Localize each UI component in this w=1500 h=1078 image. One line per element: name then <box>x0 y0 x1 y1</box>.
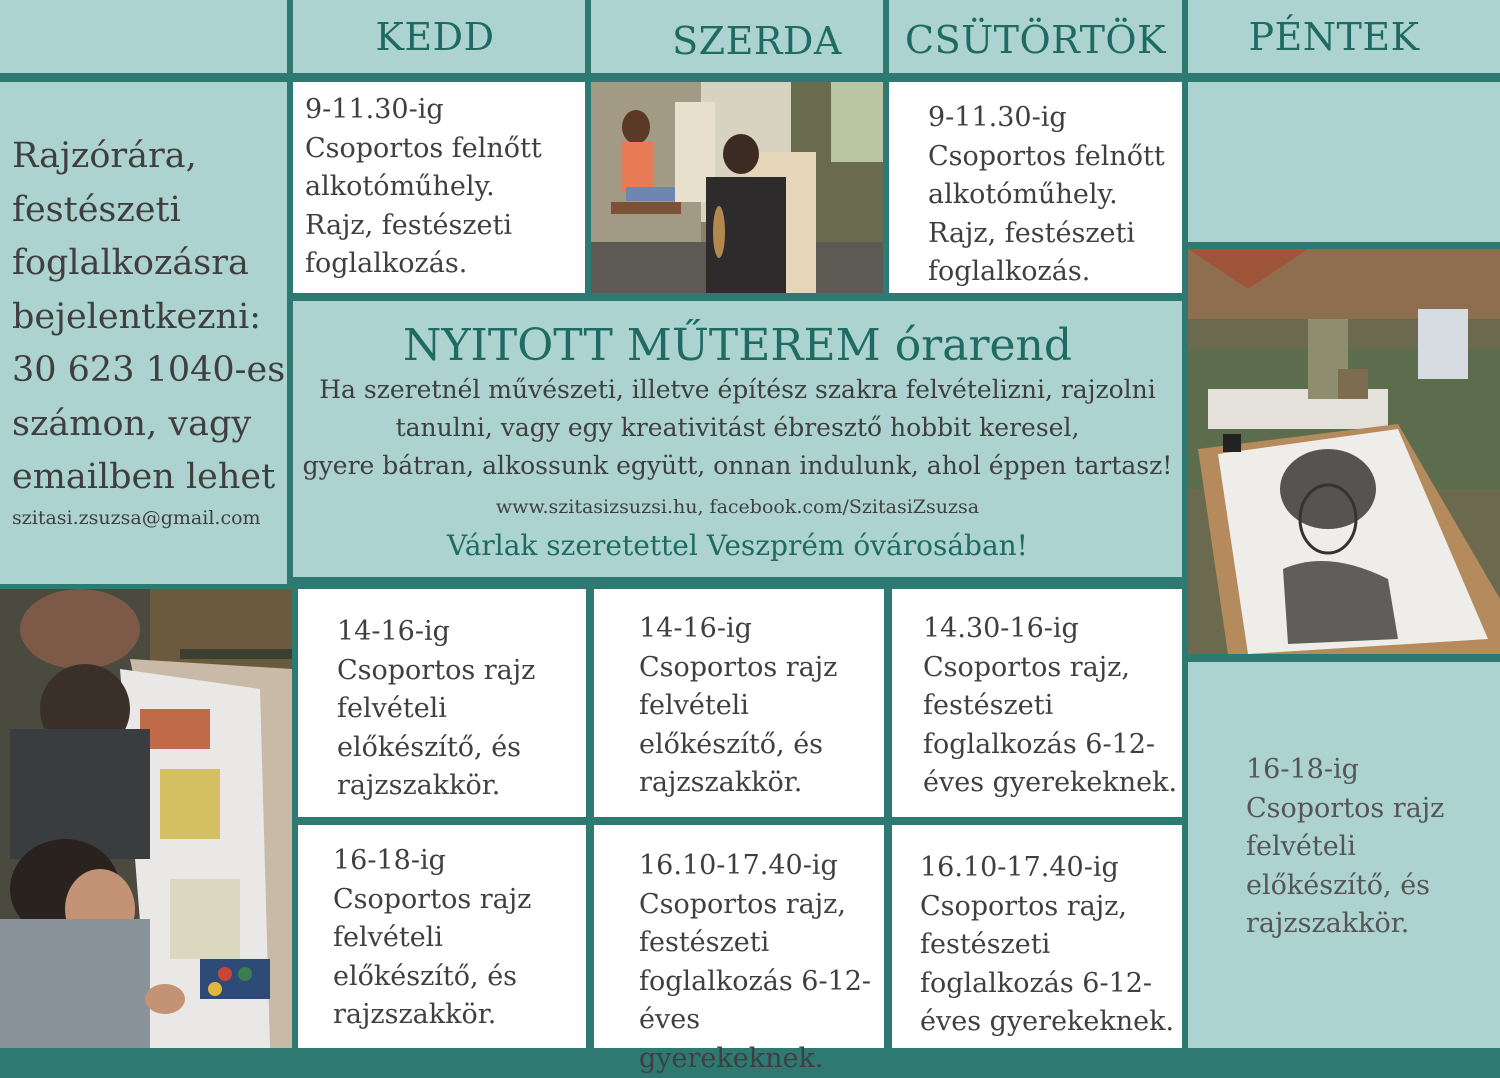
schedule-line: felvételi <box>333 922 443 953</box>
schedule-line: rajzszakkör. <box>1246 908 1410 939</box>
contact-line: számon, vagy <box>12 403 252 444</box>
schedule-line: foglalkozás 6-12- <box>920 967 1153 999</box>
contact-line: 30 623 1040-es <box>12 350 286 390</box>
schedule-time: 9-11.30-ig <box>305 94 444 125</box>
schedule-line: Csoportos felnőtt <box>928 140 1165 172</box>
schedule-line: Csoportos rajz <box>337 654 536 686</box>
day-header-friday: PÉNTEK <box>1188 0 1500 73</box>
intro-line: Ha szeretnél művészeti, illetve építész szakra felvételizni, rajzolni <box>319 375 1156 404</box>
schedule-line: Csoportos rajz <box>639 651 838 683</box>
schedule-line: foglalkozás 6-12- <box>639 965 872 997</box>
schedule-line: Csoportos rajz, <box>920 890 1127 922</box>
welcome-text: Várlak szeretettel Veszprém óvárosában! <box>447 529 1028 562</box>
contact-email[interactable]: szitasi.zsuzsa@gmail.com <box>12 506 261 529</box>
contact-line: bejelentkezni: <box>12 296 262 337</box>
photo-students-drawing-outdoors <box>591 82 883 293</box>
schedule-line: Csoportos rajz, <box>639 888 846 920</box>
schedule-line: festészeti <box>920 929 1051 960</box>
intro-text <box>293 371 1182 485</box>
schedule-thursday-morning <box>889 82 1182 293</box>
schedule-time: 16.10-17.40-ig <box>639 850 838 881</box>
schedule-line: előkészítő, és <box>337 731 522 763</box>
day-header-wednesday: SZERDA <box>591 0 883 73</box>
schedule-line: felvételi <box>337 693 447 724</box>
schedule-line: felvételi <box>1246 831 1356 862</box>
info-panel <box>293 301 1182 577</box>
schedule-line: foglalkozás 6-12- <box>923 728 1156 760</box>
schedule-tuesday-morning <box>293 82 585 293</box>
intro-line: tanulni, vagy egy kreativitást ébresztő hobbit keresel, <box>395 413 1080 442</box>
schedule-time: 16-18-ig <box>1246 754 1359 785</box>
schedule-thursday-afternoon-1 <box>892 589 1182 817</box>
contact-line: festészeti <box>12 189 181 230</box>
schedule-tuesday-afternoon-2 <box>298 825 586 1048</box>
schedule-line: előkészítő, és <box>333 960 518 992</box>
schedule-line: rajzszakkör. <box>333 999 497 1030</box>
schedule-wednesday-afternoon-2 <box>594 825 884 1074</box>
schedule-line: éves gyerekeknek. <box>639 1004 824 1074</box>
schedule-line: festészeti <box>923 690 1054 721</box>
schedule-line: előkészítő, és <box>1246 869 1431 901</box>
page-title: NYITOTT MŰTEREM órarend <box>402 320 1073 371</box>
schedule-line: alkotóműhely. <box>928 179 1118 210</box>
friday-morning-empty <box>1188 82 1500 242</box>
day-header-tuesday: KEDD <box>293 0 585 73</box>
contact-text <box>12 130 287 505</box>
schedule-time: 16.10-17.40-ig <box>920 852 1119 883</box>
schedule-line: festészeti <box>639 927 770 958</box>
schedule-wednesday-afternoon-1 <box>594 589 884 817</box>
schedule-time: 14.30-16-ig <box>923 613 1079 644</box>
schedule-line: felvételi <box>639 690 749 721</box>
schedule-time: 16-18-ig <box>333 845 446 876</box>
schedule-line: rajzszakkör. <box>639 767 803 798</box>
contact-line: emailben lehet <box>12 457 276 497</box>
schedule-thursday-afternoon-2 <box>892 825 1182 1048</box>
schedule-time: 14-16-ig <box>639 613 752 644</box>
schedule-friday-afternoon <box>1188 662 1500 1048</box>
intro-line: gyere bátran, alkossunk együtt, onnan indulunk, ahol éppen tartasz! <box>302 451 1173 480</box>
schedule-line: Csoportos rajz, <box>923 651 1130 683</box>
schedule-line: előkészítő, és <box>639 728 824 760</box>
schedule-line: Csoportos rajz <box>333 883 532 915</box>
photo-children-painting <box>0 589 292 1048</box>
day-header-thursday: CSÜTÖRTÖK <box>889 0 1182 73</box>
schedule-line: Rajz, festészeti <box>305 209 513 241</box>
schedule-line: alkotóműhely. <box>305 171 495 202</box>
photo-charcoal-portrait <box>1188 249 1500 654</box>
schedule-line: éves gyerekeknek. <box>920 1006 1175 1037</box>
schedule-line: Csoportos felnőtt <box>305 132 542 164</box>
header-empty-cell <box>0 0 287 73</box>
schedule-tuesday-afternoon-1 <box>298 589 586 817</box>
contact-line: foglalkozásra <box>12 243 249 283</box>
schedule-line: foglalkozás. <box>928 256 1091 287</box>
web-links[interactable]: www.szitasizsuzsi.hu, facebook.com/SzitasiZsuzsa <box>495 496 980 518</box>
schedule-line: Csoportos rajz <box>1246 792 1445 824</box>
schedule-time: 9-11.30-ig <box>928 102 1067 133</box>
contact-panel <box>0 82 287 584</box>
schedule-line: foglalkozás. <box>305 248 468 279</box>
schedule-line: rajzszakkör. <box>337 770 501 801</box>
contact-line: Rajzórára, <box>12 136 197 176</box>
schedule-time: 14-16-ig <box>337 616 450 647</box>
schedule-line: éves gyerekeknek. <box>923 767 1178 798</box>
schedule-line: Rajz, festészeti <box>928 217 1136 249</box>
